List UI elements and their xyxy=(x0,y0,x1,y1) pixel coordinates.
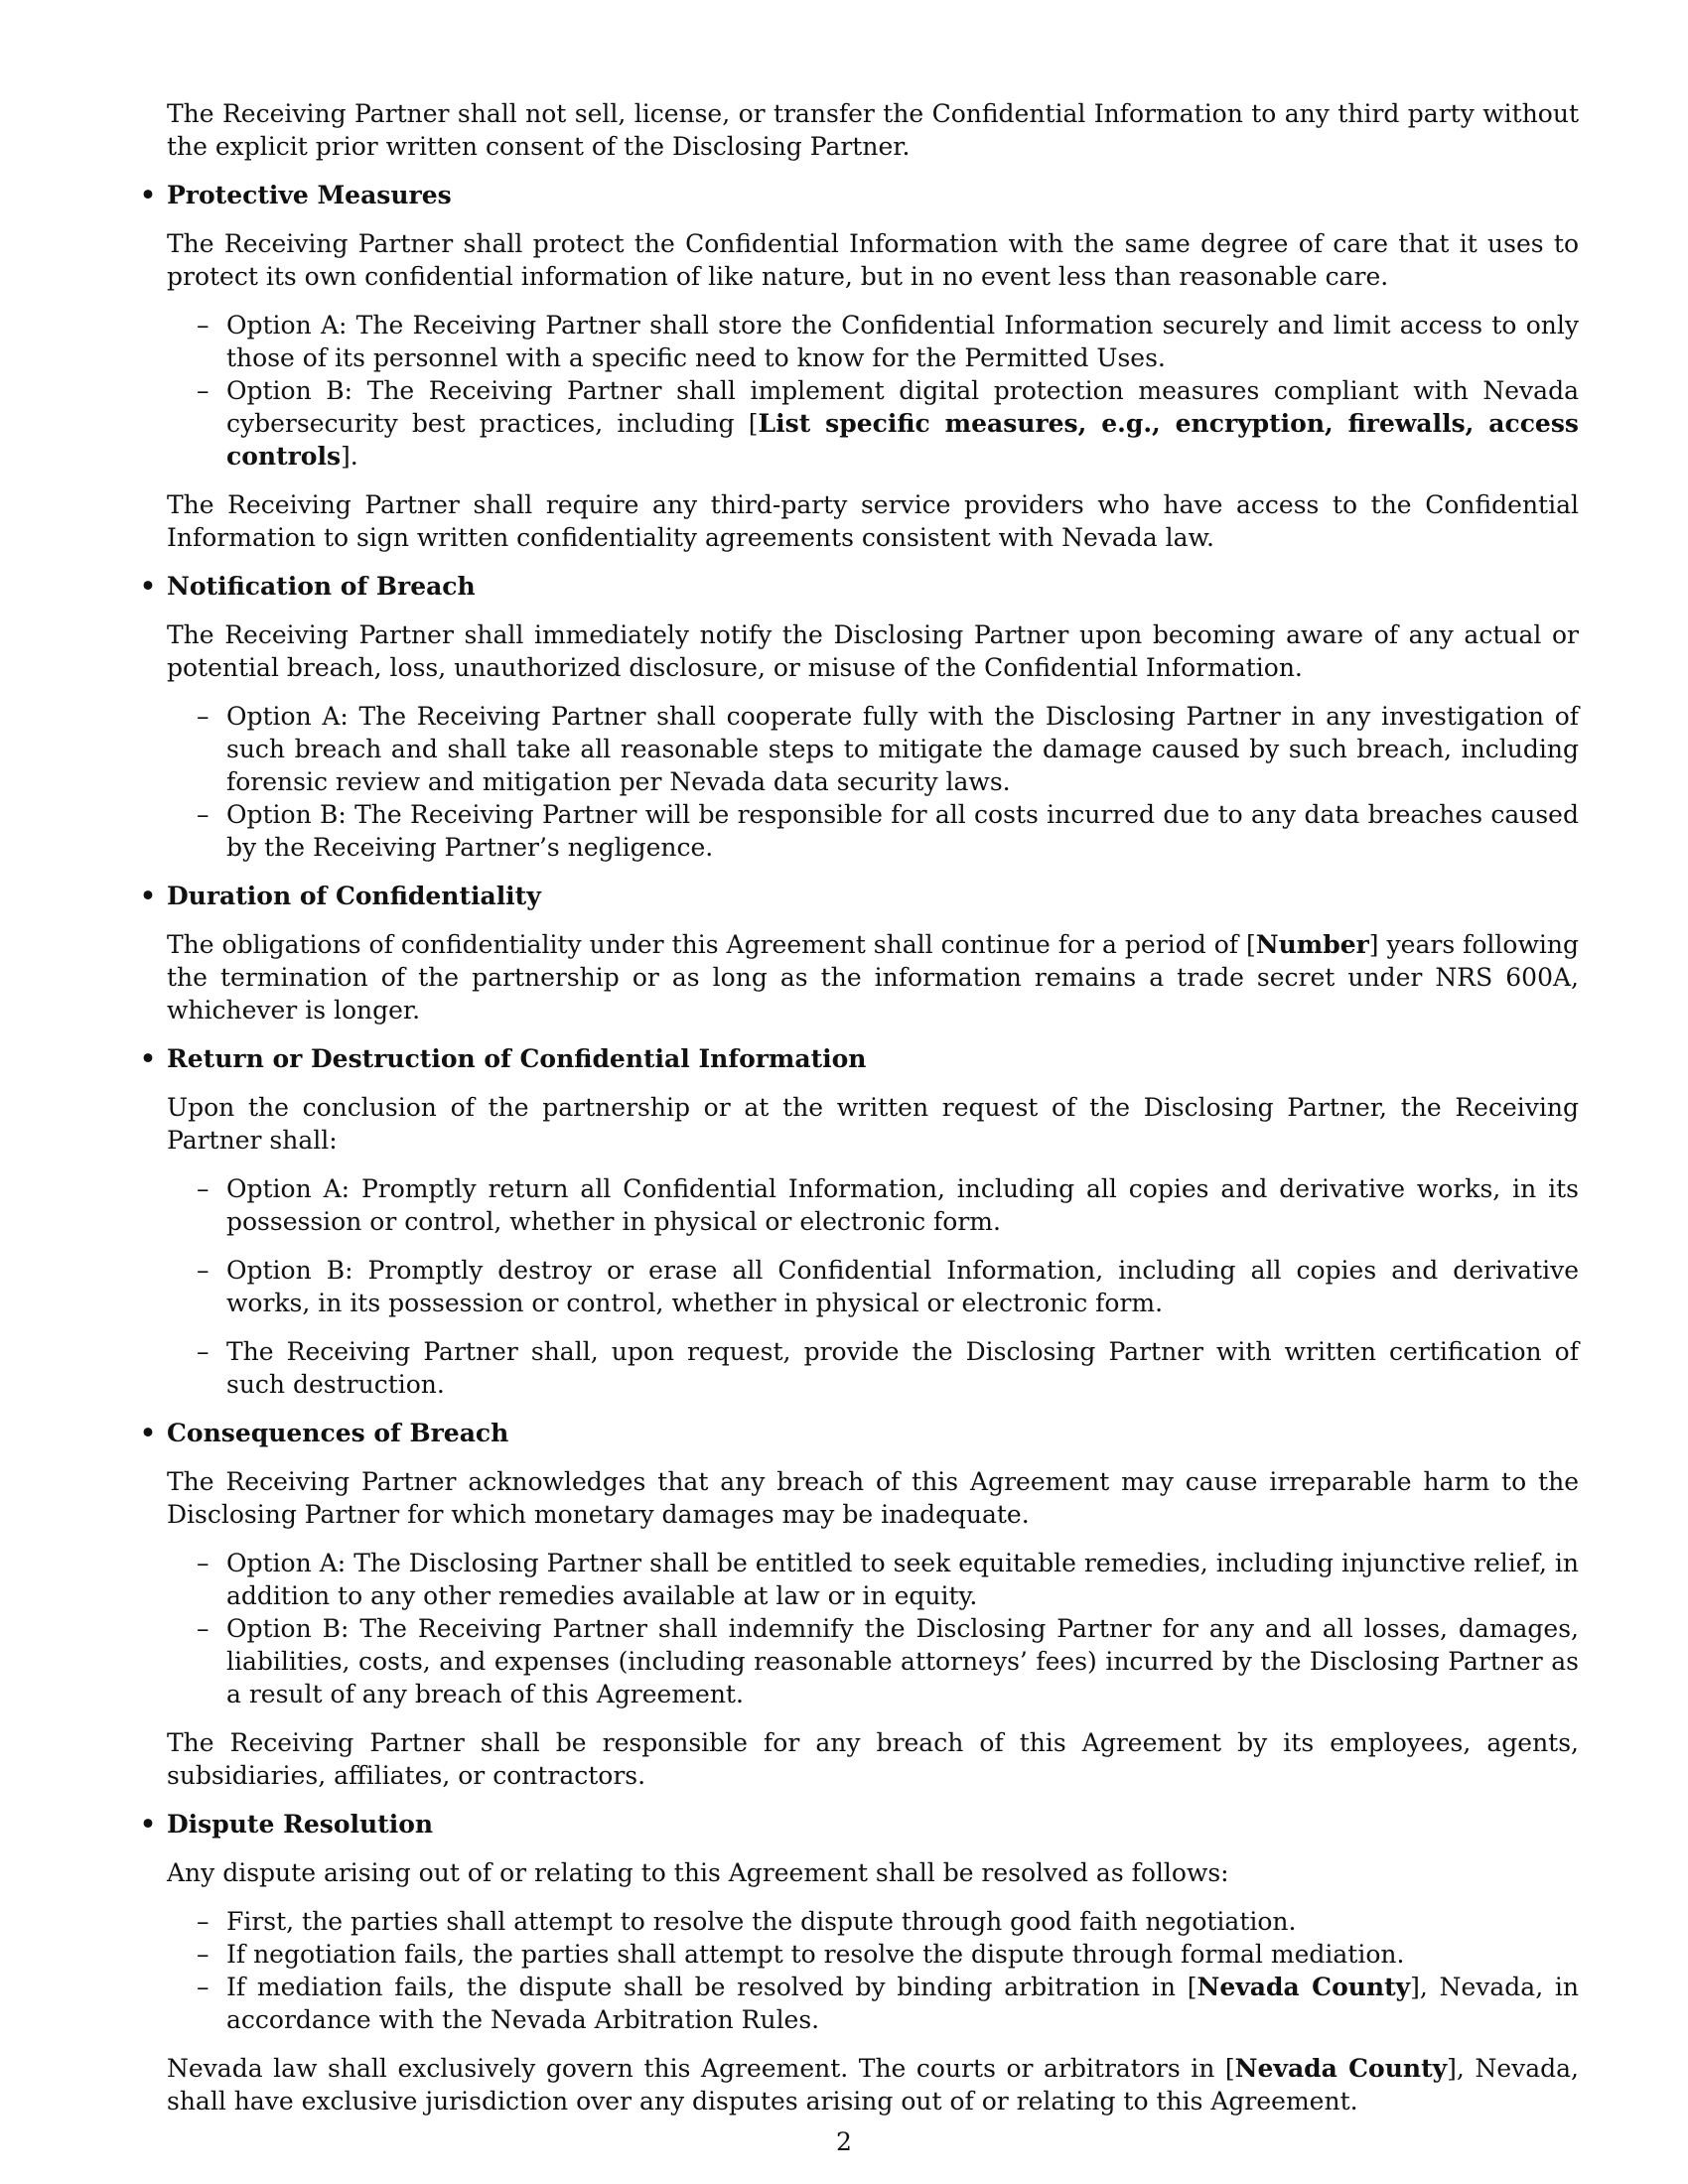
option-list xyxy=(167,309,1579,473)
option-list xyxy=(167,1547,1579,1710)
page-number: 2 xyxy=(836,2127,852,2156)
option-text: Option A: The Receiving Partner shall store the Confidential Information securely and limit access to only those of its personnel with a specific need to know for the Permitted Uses. xyxy=(226,311,1579,372)
dash-icon: – xyxy=(197,311,210,340)
option-text: The Receiving Partner shall, upon request, provide the Disclosing Partner with written certification of such destruction. xyxy=(226,1337,1579,1399)
section-heading xyxy=(140,880,1579,912)
section-heading xyxy=(140,570,1579,603)
placeholder-text: Number xyxy=(1255,930,1369,959)
option-item xyxy=(167,1335,1579,1401)
dash-icon: – xyxy=(197,1256,210,1285)
section-heading xyxy=(140,1808,1579,1841)
option-item xyxy=(167,700,1579,798)
option-text: ], Nevada, in accordance with the Nevada Arbitration Rules. xyxy=(226,1973,1579,2034)
dash-icon: – xyxy=(197,1973,210,2001)
option-text: Option A: Promptly return all Confidential Information, including all copies and derivative works, in its possession or control, whether in physical or electronic form. xyxy=(226,1174,1579,1236)
paragraph-text: ], Nevada, shall have exclusive jurisdiction over any disputes arising out of or relating to this Agreement. xyxy=(167,2054,1579,2116)
section-heading xyxy=(140,179,1579,211)
section-consequences-of-breach xyxy=(140,1417,1579,1792)
paragraph: The Receiving Partner shall be responsible for any breach of this Agreement by its employees, agents, subsidiaries, affiliates, or contractors. xyxy=(167,1728,1579,1790)
paragraph-text: The obligations of confidentiality under this Agreement shall continue for a period of [ xyxy=(167,930,1256,959)
option-list xyxy=(167,700,1579,864)
paragraph: The Receiving Partner shall immediately notify the Disclosing Partner upon becoming aware of any actual or potential breach, loss, unauthorized disclosure, or misuse of the Confidential Information. xyxy=(167,620,1579,682)
option-item xyxy=(167,1172,1579,1238)
option-item xyxy=(167,1938,1579,1971)
section-dispute-resolution xyxy=(140,1808,1579,2117)
option-list xyxy=(167,1172,1579,1401)
bullet-icon: • xyxy=(140,1810,156,1839)
option-item xyxy=(167,798,1579,864)
option-text: Option B: The Receiving Partner shall implement digital protection measures compliant with Nevada cybersecurity best practices, including [ xyxy=(226,376,1579,438)
option-item xyxy=(167,1971,1579,2036)
dash-icon: – xyxy=(197,1549,210,1577)
placeholder-text: Nevada County xyxy=(1234,2054,1448,2083)
option-item xyxy=(167,309,1579,374)
option-item xyxy=(167,1254,1579,1319)
option-text: If mediation fails, the dispute shall be resolved by binding arbitration in [ xyxy=(226,1973,1197,2001)
section-heading xyxy=(140,1042,1579,1075)
option-list xyxy=(167,1905,1579,2036)
option-text: Option B: Promptly destroy or erase all Confidential Information, including all copies and derivative works, in its possession or control, whether in physical or electronic form. xyxy=(226,1256,1579,1317)
option-text: Option B: The Receiving Partner shall indemnify the Disclosing Partner for any and all losses, damages, liabilities, costs, and expenses (including reasonable attorneys’ fees) incurred by the Disclosing Partner as a result of any breach of this Agreement. xyxy=(226,1614,1579,1708)
bullet-icon: • xyxy=(140,1044,156,1073)
option-text: ]. xyxy=(341,442,358,471)
heading-text: Dispute Resolution xyxy=(167,1810,434,1839)
dash-icon: – xyxy=(197,1907,210,1936)
paragraph: The Receiving Partner acknowledges that any breach of this Agreement may cause irreparable harm to the Disclosing Partner for which monetary damages may be inadequate. xyxy=(167,1467,1579,1529)
document-body xyxy=(140,97,1579,2133)
paragraph: Any dispute arising out of or relating to this Agreement shall be resolved as follows: xyxy=(167,1858,1229,1887)
option-item xyxy=(167,1612,1579,1710)
bullet-icon: • xyxy=(140,882,156,910)
dash-icon: – xyxy=(197,1174,210,1203)
option-text: Option A: The Disclosing Partner shall be entitled to seek equitable remedies, including injunctive relief, in addition to any other remedies available at law or in equity. xyxy=(226,1549,1579,1610)
heading-text: Duration of Confidentiality xyxy=(167,882,541,910)
section-notification-of-breach xyxy=(140,570,1579,864)
dash-icon: – xyxy=(197,1614,210,1643)
section-duration-of-confidentiality xyxy=(140,880,1579,1026)
section-protective-measures xyxy=(140,179,1579,554)
paragraph-text: Nevada law shall exclusively govern this Agreement. The courts or arbitrators in [ xyxy=(167,2054,1235,2083)
heading-text: Consequences of Breach xyxy=(167,1419,509,1447)
option-text: First, the parties shall attempt to resolve the dispute through good faith negotiation. xyxy=(226,1907,1297,1936)
heading-text: Notification of Breach xyxy=(167,572,476,601)
bullet-icon: • xyxy=(140,181,156,209)
section-heading xyxy=(140,1417,1579,1449)
option-item xyxy=(167,1905,1579,1938)
bullet-icon: • xyxy=(140,572,156,601)
paragraph-text: ] years following the termination of the partnership or as long as the information remains a trade secret under NRS 600A, whichever is longer. xyxy=(167,930,1579,1024)
section-return-or-destruction xyxy=(140,1042,1579,1401)
option-text: Option A: The Receiving Partner shall cooperate fully with the Disclosing Partner in any investigation of such breach and shall take all reasonable steps to mitigate the damage caused by such breach, including forensic review and mitigation per Nevada data security laws. xyxy=(226,702,1579,796)
heading-text: Return or Destruction of Confidential Information xyxy=(167,1044,867,1073)
dash-icon: – xyxy=(197,1940,210,1969)
dash-icon: – xyxy=(197,800,210,829)
placeholder-text: Nevada County xyxy=(1196,1973,1411,2001)
paragraph: The Receiving Partner shall require any third-party service providers who have access to the Confidential Information to sign written confidentiality agreements consistent with Nevada law. xyxy=(167,490,1579,552)
option-item xyxy=(167,374,1579,473)
paragraph xyxy=(167,2052,1579,2117)
paragraph: Upon the conclusion of the partnership or at the written request of the Disclosing Partner, the Receiving Partner shall: xyxy=(167,1093,1579,1155)
intro-paragraph: The Receiving Partner shall not sell, license, or transfer the Confidential Information to any third party without the explicit prior written consent of the Disclosing Partner. xyxy=(167,99,1579,161)
bullet-icon: • xyxy=(140,1419,156,1447)
dash-icon: – xyxy=(197,376,210,405)
option-text: If negotiation fails, the parties shall attempt to resolve the dispute through formal mediation. xyxy=(226,1940,1405,1969)
dash-icon: – xyxy=(197,702,210,731)
paragraph: The Receiving Partner shall protect the Confidential Information with the same degree of care that it uses to protect its own confidential information of like nature, but in no event less than reasonable care. xyxy=(167,229,1579,291)
paragraph xyxy=(167,928,1579,1026)
option-text: Option B: The Receiving Partner will be responsible for all costs incurred due to any data breaches caused by the Receiving Partner’s negligence. xyxy=(226,800,1579,862)
placeholder-text: List specific measures, e.g., encryption, firewalls, access controls xyxy=(226,409,1579,471)
dash-icon: – xyxy=(197,1337,210,1366)
option-item xyxy=(167,1547,1579,1612)
heading-text: Protective Measures xyxy=(167,181,452,209)
